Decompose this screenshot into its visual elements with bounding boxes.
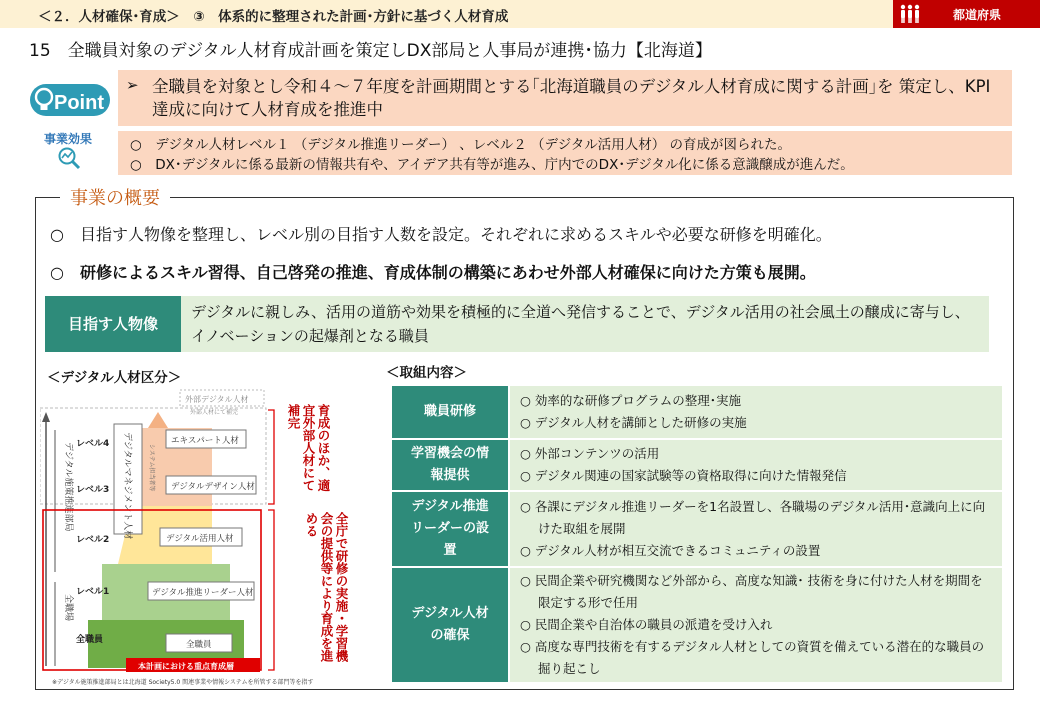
point-text: 全職員を対象とし令和４～７年度を計画期間とする｢北海道職員のデジタル人材育成に関する計画｣を 策定し、KPI達成に向けて人材育成を推進中	[152, 77, 991, 119]
list-item: ○ デジタル人材が相互交流できるコミュニティの設置	[520, 543, 821, 558]
external-label: 外部デジタル人材	[185, 395, 249, 404]
row-header: デジタル人材の確保	[391, 567, 509, 683]
leader-label: デジタル推進リーダー人材	[152, 588, 254, 598]
effect-line: ○ デジタル人材レベル１ （デジタル推進リーダー） 、レベル２ （デジタル活用人材） の育成が図られた。	[130, 137, 792, 153]
target-box	[181, 296, 989, 352]
management-label: デジタルマネジメント人材	[122, 432, 132, 540]
effect-label: 事業効果	[44, 132, 93, 146]
table-row	[391, 385, 1003, 439]
row-content	[509, 491, 1003, 567]
point-logo	[30, 82, 110, 118]
people-icon	[899, 4, 921, 24]
badge-label: 都道府県	[953, 8, 1002, 22]
table-row	[391, 567, 1003, 683]
management-sub-label: システム担当者等	[148, 444, 155, 492]
page-title: 15 全職員対象のデジタル人材育成計画を策定しDX部局と人事局が連携･協力【北海道】	[29, 41, 712, 61]
list-item: ○ 民間企業や自治体の職員の派遣を受け入れ	[520, 617, 773, 632]
row-header: デジタル推進リーダーの設置	[391, 491, 509, 567]
breadcrumb: ＜２．人材確保･育成＞ ③ 体系的に整理された計画･方針に基づく人材育成	[38, 9, 509, 25]
row-header: 学習機会の情報提供	[391, 439, 509, 491]
overview-line: ○ 目指す人物像を整理し、レベル別の目指す人数を設定。それぞれに求めるスキルや必要な研修を明確化。	[50, 225, 832, 244]
point-arrow: ➢	[126, 76, 139, 94]
utilize-label: デジタル活用人材	[166, 534, 234, 544]
list-item: ○ 各課にデジタル推進リーダーを1名設置し、各職場のデジタル活用･意識向上に向けた取組を展開	[520, 499, 986, 536]
pyramid-title: ＜デジタル人材区分＞	[47, 370, 182, 386]
row-content	[509, 439, 1003, 491]
table-row	[391, 491, 1003, 567]
level-label: レベル3	[76, 485, 110, 495]
target-label: 目指す人物像	[45, 296, 181, 352]
level-label: レベル4	[76, 439, 110, 449]
external-sub-label: 外部人材にて補完	[190, 409, 239, 416]
list-item: ○ 高度な専門技術を有するデジタル人材としての資質を備えている潜在的な職員の掘り起こし	[520, 639, 985, 676]
overview-line: ○ 研修によるスキル習得、自己啓発の推進、育成体制の構築にあわせ外部人材確保に向けた方策も展開。	[50, 263, 816, 282]
side-note-top: 育成のほか、適宜外部人材にて補完	[286, 404, 331, 492]
level-label: 全職員	[76, 635, 104, 645]
measures-table	[390, 384, 1004, 684]
point-box	[118, 70, 1012, 126]
overview-title: 事業の概要	[60, 184, 170, 210]
design-label: デジタルデザイン人材	[171, 482, 255, 492]
measures-title: ＜取組内容＞	[386, 365, 467, 381]
header-bar	[0, 0, 1040, 28]
pyramid-note: ※デジタル施策推進部局とは北海道 Society5.0 関連事業や情報システムを所管する部門等を指す	[52, 679, 314, 686]
row-header: 職員研修	[391, 385, 509, 439]
left-dept-label: デジタル施策推進部局	[63, 442, 73, 532]
category-badge	[893, 0, 1040, 28]
effect-box	[118, 131, 1012, 175]
point-logo-text: Point	[54, 92, 104, 114]
effect-line: ○ DX･デジタルに係る最新の情報共有や、アイデア共有等が進み、庁内でのDX･デジタル化に係る意識醸成が進んだ。	[130, 157, 854, 173]
level-label: レベル1	[76, 587, 110, 597]
row-content	[509, 567, 1003, 683]
list-item: ○ 効率的な研修プログラムの整理･実施	[520, 393, 742, 408]
side-note-bottom: 全庁で研修の実施・学習機会の提供等により育成を進める	[304, 512, 349, 662]
list-item: ○ 民間企業や研究機関など外部から、高度な知識･ 技術を身に付けた人材を期間を限定する形で任用	[520, 573, 983, 610]
magnifier-chart-icon	[57, 146, 81, 170]
expert-label: エキスパート人材	[171, 436, 239, 446]
left-all-label: 全職場	[63, 594, 73, 622]
list-item: ○ 外部コンテンツの活用	[520, 446, 660, 461]
list-item: ○ デジタル人材を講師とした研修の実施	[520, 415, 747, 430]
list-item: ○ デジタル関連の国家試験等の資格取得に向けた情報発信	[520, 468, 847, 483]
target-text: デジタルに親しみ、活用の道筋や効果を積極的に全道へ発信することで、デジタル活用の社会風土の醸成に寄与し、イノベーションの起爆剤となる職員	[191, 303, 970, 345]
all-staff-label: 全職員	[186, 640, 212, 650]
table-row	[391, 439, 1003, 491]
row-content	[509, 385, 1003, 439]
level-label: レベル2	[76, 535, 110, 545]
focus-label: 本計画における重点育成層	[138, 662, 234, 671]
